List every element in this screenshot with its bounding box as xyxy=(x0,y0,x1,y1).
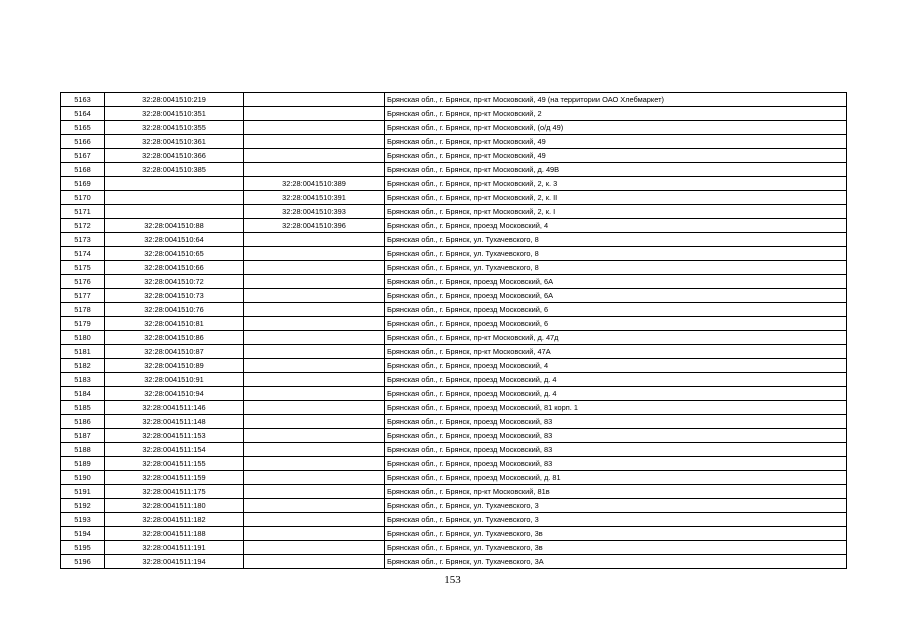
cadastral-number-cell: 32:28:0041511:153 xyxy=(105,429,244,443)
table-row xyxy=(61,149,847,163)
row-number-cell: 5177 xyxy=(61,289,105,303)
table-body xyxy=(61,93,847,569)
table-row xyxy=(61,205,847,219)
cadastral-number-cell: 32:28:0041510:89 xyxy=(105,359,244,373)
cadastral-number-alt-cell xyxy=(244,387,385,401)
cadastral-number-cell: 32:28:0041510:72 xyxy=(105,275,244,289)
address-cell: Брянская обл., г. Брянск, пр-кт Московский, 2 xyxy=(385,107,847,121)
table-row xyxy=(61,401,847,415)
cadastral-number-alt-cell xyxy=(244,303,385,317)
row-number-cell: 5183 xyxy=(61,373,105,387)
cadastral-number-alt-cell: 32:28:0041510:391 xyxy=(244,191,385,205)
row-number-cell: 5188 xyxy=(61,443,105,457)
row-number-cell: 5180 xyxy=(61,331,105,345)
row-number-cell: 5182 xyxy=(61,359,105,373)
cadastral-number-alt-cell xyxy=(244,485,385,499)
cadastral-number-alt-cell: 32:28:0041510:389 xyxy=(244,177,385,191)
address-cell: Брянская обл., г. Брянск, проезд Московский, 4 xyxy=(385,219,847,233)
cadastral-number-alt-cell xyxy=(244,135,385,149)
cadastral-number-cell xyxy=(105,205,244,219)
table-row xyxy=(61,317,847,331)
cadastral-number-alt-cell xyxy=(244,233,385,247)
table-row xyxy=(61,345,847,359)
table-row xyxy=(61,247,847,261)
row-number-cell: 5186 xyxy=(61,415,105,429)
table-row xyxy=(61,415,847,429)
cadastral-number-cell xyxy=(105,177,244,191)
cadastral-number-cell: 32:28:0041511:155 xyxy=(105,457,244,471)
cadastral-number-cell: 32:28:0041511:148 xyxy=(105,415,244,429)
cadastral-number-alt-cell xyxy=(244,373,385,387)
cadastral-number-alt-cell xyxy=(244,261,385,275)
table-row xyxy=(61,359,847,373)
address-cell: Брянская обл., г. Брянск, ул. Тухачевского, 3 xyxy=(385,499,847,513)
address-cell: Брянская обл., г. Брянск, пр-кт Московский, д. 49В xyxy=(385,163,847,177)
cadastral-number-cell: 32:28:0041510:76 xyxy=(105,303,244,317)
address-cell: Брянская обл., г. Брянск, ул. Тухачевского, 3А xyxy=(385,555,847,569)
cadastral-number-alt-cell xyxy=(244,513,385,527)
cadastral-number-alt-cell xyxy=(244,93,385,107)
address-cell: Брянская обл., г. Брянск, проезд Московский, 83 xyxy=(385,443,847,457)
table-row xyxy=(61,485,847,499)
row-number-cell: 5163 xyxy=(61,93,105,107)
cadastral-number-cell: 32:28:0041511:191 xyxy=(105,541,244,555)
cadastral-number-alt-cell xyxy=(244,121,385,135)
row-number-cell: 5196 xyxy=(61,555,105,569)
address-cell: Брянская обл., г. Брянск, проезд Московский, 81 корп. 1 xyxy=(385,401,847,415)
row-number-cell: 5166 xyxy=(61,135,105,149)
address-cell: Брянская обл., г. Брянск, ул. Тухачевского, 8 xyxy=(385,261,847,275)
table-row xyxy=(61,93,847,107)
cadastral-number-cell: 32:28:0041511:188 xyxy=(105,527,244,541)
cadastral-number-cell: 32:28:0041511:159 xyxy=(105,471,244,485)
cadastral-number-cell: 32:28:0041510:351 xyxy=(105,107,244,121)
cadastral-number-alt-cell xyxy=(244,471,385,485)
cadastral-number-alt-cell: 32:28:0041510:396 xyxy=(244,219,385,233)
cadastral-number-alt-cell xyxy=(244,541,385,555)
table-row xyxy=(61,443,847,457)
address-cell: Брянская обл., г. Брянск, пр-кт Московский, 81в xyxy=(385,485,847,499)
cadastral-number-cell: 32:28:0041510:91 xyxy=(105,373,244,387)
cadastral-number-cell: 32:28:0041510:94 xyxy=(105,387,244,401)
cadastral-number-cell: 32:28:0041510:361 xyxy=(105,135,244,149)
cadastral-number-cell: 32:28:0041510:88 xyxy=(105,219,244,233)
cadastral-number-cell: 32:28:0041510:66 xyxy=(105,261,244,275)
cadastral-number-cell: 32:28:0041510:65 xyxy=(105,247,244,261)
table-row xyxy=(61,387,847,401)
table-row xyxy=(61,261,847,275)
table-row xyxy=(61,191,847,205)
cadastral-number-alt-cell xyxy=(244,415,385,429)
cadastral-number-cell: 32:28:0041511:154 xyxy=(105,443,244,457)
address-cell: Брянская обл., г. Брянск, проезд Московский, 6А xyxy=(385,289,847,303)
row-number-cell: 5173 xyxy=(61,233,105,247)
table-row xyxy=(61,177,847,191)
cadastral-number-cell xyxy=(105,191,244,205)
row-number-cell: 5170 xyxy=(61,191,105,205)
address-cell: Брянская обл., г. Брянск, проезд Московский, 6 xyxy=(385,303,847,317)
row-number-cell: 5194 xyxy=(61,527,105,541)
cadastral-number-alt-cell xyxy=(244,359,385,373)
address-cell: Брянская обл., г. Брянск, пр-кт Московский, 2, к. 3 xyxy=(385,177,847,191)
cadastral-number-alt-cell xyxy=(244,107,385,121)
row-number-cell: 5187 xyxy=(61,429,105,443)
table-row xyxy=(61,163,847,177)
address-cell: Брянская обл., г. Брянск, пр-кт Московский, 47А xyxy=(385,345,847,359)
row-number-cell: 5193 xyxy=(61,513,105,527)
address-cell: Брянская обл., г. Брянск, пр-кт Московский, 49 xyxy=(385,149,847,163)
table-row xyxy=(61,275,847,289)
cadastral-number-alt-cell: 32:28:0041510:393 xyxy=(244,205,385,219)
table-row xyxy=(61,373,847,387)
row-number-cell: 5175 xyxy=(61,261,105,275)
cadastral-number-alt-cell xyxy=(244,289,385,303)
address-cell: Брянская обл., г. Брянск, ул. Тухачевского, 8 xyxy=(385,247,847,261)
table-row xyxy=(61,121,847,135)
cadastral-number-alt-cell xyxy=(244,345,385,359)
table-row xyxy=(61,289,847,303)
row-number-cell: 5168 xyxy=(61,163,105,177)
table-row xyxy=(61,331,847,345)
table-row xyxy=(61,429,847,443)
row-number-cell: 5189 xyxy=(61,457,105,471)
cadastral-number-cell: 32:28:0041510:81 xyxy=(105,317,244,331)
table-row xyxy=(61,555,847,569)
row-number-cell: 5164 xyxy=(61,107,105,121)
address-cell: Брянская обл., г. Брянск, проезд Московский, 83 xyxy=(385,415,847,429)
row-number-cell: 5179 xyxy=(61,317,105,331)
table-row xyxy=(61,135,847,149)
address-cell: Брянская обл., г. Брянск, пр-кт Московский, (о/д 49) xyxy=(385,121,847,135)
cadastral-number-alt-cell xyxy=(244,555,385,569)
row-number-cell: 5171 xyxy=(61,205,105,219)
cadastral-number-cell: 32:28:0041510:86 xyxy=(105,331,244,345)
row-number-cell: 5176 xyxy=(61,275,105,289)
cadastral-number-alt-cell xyxy=(244,163,385,177)
cadastral-number-cell: 32:28:0041510:87 xyxy=(105,345,244,359)
row-number-cell: 5184 xyxy=(61,387,105,401)
table-row xyxy=(61,471,847,485)
address-cell: Брянская обл., г. Брянск, проезд Московский, д. 4 xyxy=(385,387,847,401)
cadastral-number-cell: 32:28:0041511:194 xyxy=(105,555,244,569)
address-cell: Брянская обл., г. Брянск, пр-кт Московский, д. 47д xyxy=(385,331,847,345)
cadastral-number-alt-cell xyxy=(244,331,385,345)
cadastral-number-cell: 32:28:0041511:175 xyxy=(105,485,244,499)
page-number: 153 xyxy=(444,574,461,586)
cadastral-number-cell: 32:28:0041510:64 xyxy=(105,233,244,247)
address-cell: Брянская обл., г. Брянск, проезд Московский, 83 xyxy=(385,457,847,471)
row-number-cell: 5169 xyxy=(61,177,105,191)
table-row xyxy=(61,233,847,247)
cadastral-number-alt-cell xyxy=(244,457,385,471)
cadastral-number-cell: 32:28:0041511:180 xyxy=(105,499,244,513)
address-cell: Брянская обл., г. Брянск, проезд Московский, 6 xyxy=(385,317,847,331)
table-row xyxy=(61,527,847,541)
row-number-cell: 5192 xyxy=(61,499,105,513)
address-cell: Брянская обл., г. Брянск, пр-кт Московский, 49 (на территории ОАО Хлебмаркет) xyxy=(385,93,847,107)
table-row xyxy=(61,541,847,555)
address-cell: Брянская обл., г. Брянск, ул. Тухачевского, 3в xyxy=(385,541,847,555)
cadastral-number-alt-cell xyxy=(244,527,385,541)
address-cell: Брянская обл., г. Брянск, пр-кт Московский, 2, к. I xyxy=(385,205,847,219)
address-cell: Брянская обл., г. Брянск, проезд Московский, д. 4 xyxy=(385,373,847,387)
cadastral-number-cell: 32:28:0041511:146 xyxy=(105,401,244,415)
cadastral-number-alt-cell xyxy=(244,149,385,163)
cadastral-number-cell: 32:28:0041510:73 xyxy=(105,289,244,303)
row-number-cell: 5178 xyxy=(61,303,105,317)
table-row xyxy=(61,499,847,513)
address-cell: Брянская обл., г. Брянск, пр-кт Московский, 2, к. II xyxy=(385,191,847,205)
row-number-cell: 5190 xyxy=(61,471,105,485)
cadastral-number-alt-cell xyxy=(244,275,385,289)
cadastral-number-alt-cell xyxy=(244,443,385,457)
cadastral-number-cell: 32:28:0041511:182 xyxy=(105,513,244,527)
row-number-cell: 5172 xyxy=(61,219,105,233)
row-number-cell: 5174 xyxy=(61,247,105,261)
row-number-cell: 5191 xyxy=(61,485,105,499)
table-row xyxy=(61,303,847,317)
row-number-cell: 5185 xyxy=(61,401,105,415)
table-row xyxy=(61,219,847,233)
row-number-cell: 5167 xyxy=(61,149,105,163)
row-number-cell: 5195 xyxy=(61,541,105,555)
cadastral-number-cell: 32:28:0041510:219 xyxy=(105,93,244,107)
cadastral-number-cell: 32:28:0041510:355 xyxy=(105,121,244,135)
address-cell: Брянская обл., г. Брянск, проезд Московский, 4 xyxy=(385,359,847,373)
cadastral-number-alt-cell xyxy=(244,317,385,331)
cadastral-table xyxy=(60,92,847,569)
address-cell: Брянская обл., г. Брянск, проезд Московский, д. 81 xyxy=(385,471,847,485)
address-cell: Брянская обл., г. Брянск, проезд Московский, 6А xyxy=(385,275,847,289)
table-row xyxy=(61,513,847,527)
cadastral-number-alt-cell xyxy=(244,429,385,443)
table-row xyxy=(61,107,847,121)
cadastral-number-alt-cell xyxy=(244,247,385,261)
table-row xyxy=(61,457,847,471)
address-cell: Брянская обл., г. Брянск, ул. Тухачевского, 8 xyxy=(385,233,847,247)
row-number-cell: 5165 xyxy=(61,121,105,135)
cadastral-number-alt-cell xyxy=(244,499,385,513)
address-cell: Брянская обл., г. Брянск, ул. Тухачевского, 3в xyxy=(385,527,847,541)
cadastral-number-cell: 32:28:0041510:385 xyxy=(105,163,244,177)
cadastral-number-alt-cell xyxy=(244,401,385,415)
row-number-cell: 5181 xyxy=(61,345,105,359)
address-cell: Брянская обл., г. Брянск, проезд Московский, 83 xyxy=(385,429,847,443)
address-cell: Брянская обл., г. Брянск, ул. Тухачевского, 3 xyxy=(385,513,847,527)
cadastral-number-cell: 32:28:0041510:366 xyxy=(105,149,244,163)
address-cell: Брянская обл., г. Брянск, пр-кт Московский, 49 xyxy=(385,135,847,149)
